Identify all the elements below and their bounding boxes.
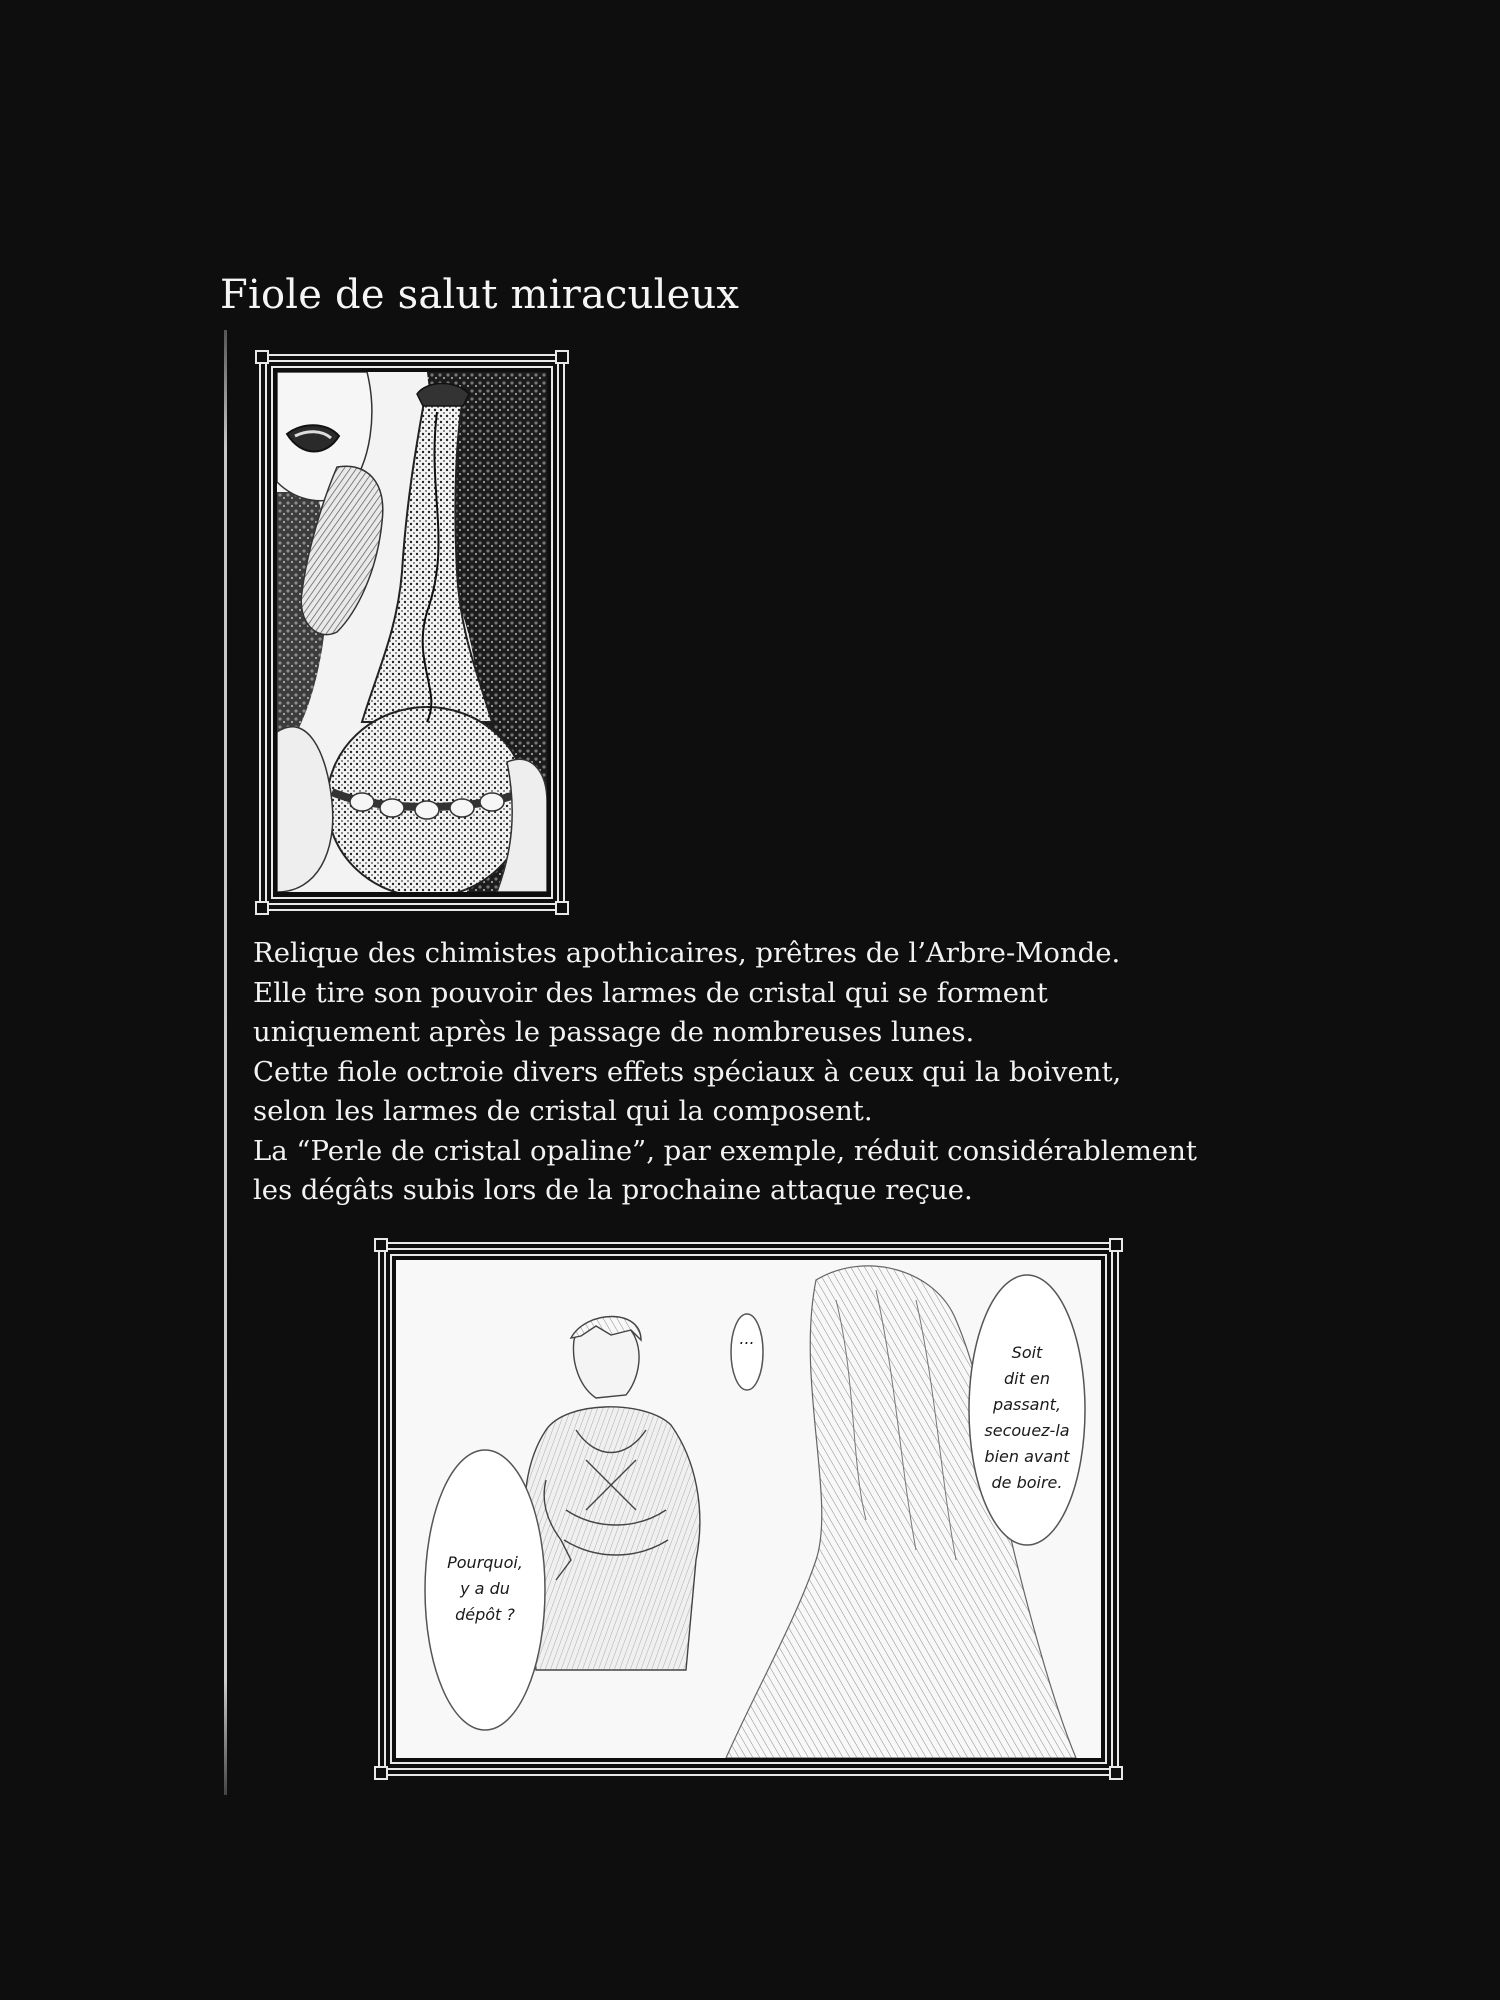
bubble-line: dépôt ? — [455, 1605, 515, 1624]
page-title: Fiole de salut miraculeux — [220, 272, 740, 318]
description-line: Elle tire son pouvoir des larmes de cristal qui se forment — [253, 976, 1048, 1009]
speech-bubble-right — [971, 1340, 1083, 1496]
speech-bubble-left — [432, 1550, 538, 1628]
description-line: Relique des chimistes apothicaires, prêtres de l’Arbre-Monde. — [253, 937, 1121, 969]
description-line: Cette fiole octroie divers effets spéciaux à ceux qui la boivent, — [253, 1055, 1122, 1088]
bubble-line: passant, — [993, 1395, 1061, 1414]
description-line: La “Perle de cristal opaline”, par exemple, réduit considérablement — [253, 1134, 1197, 1167]
bubble-line: dit en — [1004, 1369, 1050, 1388]
bubble-line: secouez-la — [984, 1421, 1070, 1440]
vial-illustration — [277, 372, 547, 892]
bubble-line: y a du — [460, 1579, 510, 1598]
description-line: uniquement après le passage de nombreuses lunes. — [253, 1016, 975, 1048]
vial-drawing — [277, 372, 547, 892]
description-line: selon les larmes de cristal qui la composent. — [253, 1095, 873, 1127]
vertical-rule — [224, 330, 227, 1795]
bubble-line: Pourquoi, — [447, 1553, 523, 1572]
description-line: les dégâts subis lors de la prochaine attaque reçue. — [253, 1174, 973, 1206]
bubble-line: Soit — [1011, 1343, 1043, 1362]
sketch-illustration — [396, 1260, 1101, 1758]
description — [253, 934, 1253, 1211]
bubble-line: bien avant — [984, 1447, 1070, 1466]
bubble-line: de boire. — [991, 1473, 1063, 1492]
speech-bubble-ellipsis: ... — [739, 1329, 755, 1348]
